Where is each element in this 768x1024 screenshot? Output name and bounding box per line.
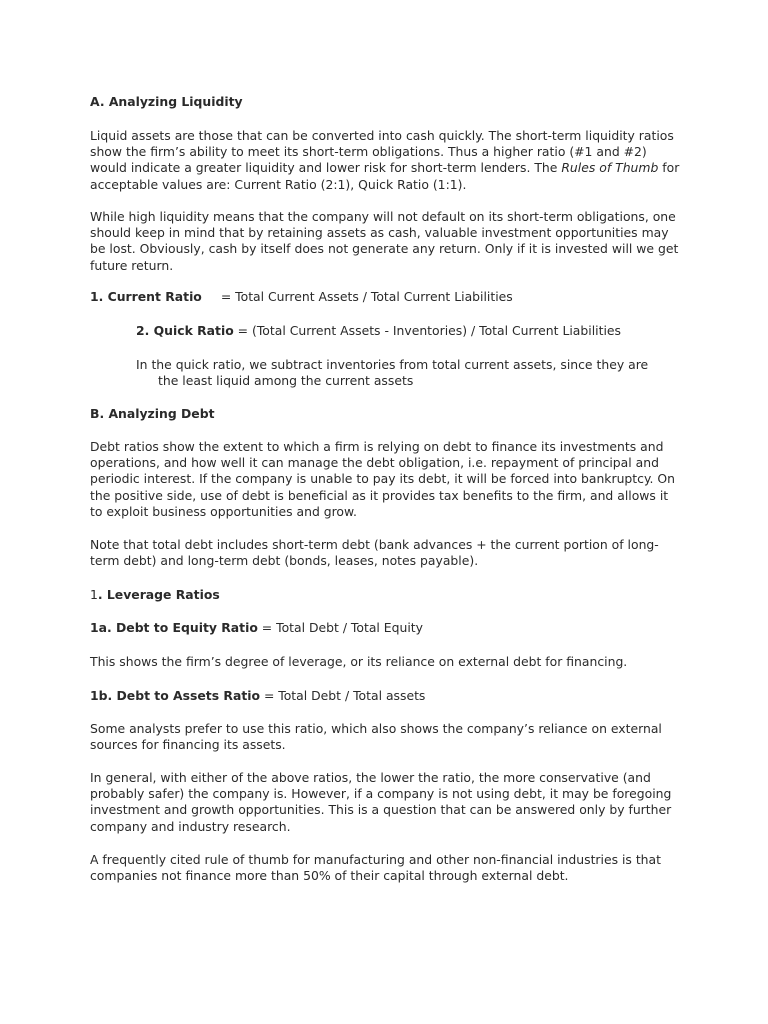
debt-to-assets-item xyxy=(90,688,680,704)
section-a-heading: A. Analyzing Liquidity xyxy=(90,94,243,109)
italic-text: Rules of Thumb xyxy=(561,160,659,176)
current-ratio-item xyxy=(90,289,680,305)
debt-to-assets-label: 1b. Debt to Assets Ratio xyxy=(90,688,260,703)
section-b-paragraph-5: A frequently cited rule of thumb for manufacturing and other non-financial industries is that companies not finance more than 50% of their capital through external debt. xyxy=(90,852,661,884)
text-run: Liquid assets are those that can be converted into cash quickly. The short-term liquidity ratios show the firm’s ability to meet its short-term obligations. Thus a higher ratio (#1 and #2) would indicate a greater liquidity and lower risk for short-term lenders. The xyxy=(90,128,674,176)
debt-to-assets-formula: = Total Debt / Total assets xyxy=(260,688,426,703)
debt-to-equity-formula: = Total Debt / Total Equity xyxy=(257,620,423,635)
quick-ratio-formula: = (Total Current Assets - Inventories) / Total Current Liabilities xyxy=(233,323,621,338)
debt-to-equity-item xyxy=(90,620,680,636)
leverage-number: 1 xyxy=(90,587,98,602)
text-run: for acceptable values are: Current Ratio (2:1), Quick Ratio (1:1). xyxy=(90,160,680,192)
section-b-paragraph-4: In general, with either of the above ratios, the lower the ratio, the more conservative (and probably safer) the company is. However, if a company is not using debt, it may be foregoing investment and growth opportunities. This is a question that can be answered only by further company and industry research. xyxy=(90,770,672,834)
debt-to-equity-description: This shows the firm’s degree of leverage, or its reliance on external debt for financing. xyxy=(90,654,628,669)
section-b-paragraph-3: Some analysts prefer to use this ratio, which also shows the company’s reliance on external sources for financing its assets. xyxy=(90,721,662,753)
debt-to-equity-label: 1a. Debt to Equity Ratio xyxy=(90,620,258,635)
leverage-title: . Leverage Ratios xyxy=(97,587,220,602)
quick-ratio-label: 2. Quick Ratio xyxy=(136,323,234,338)
current-ratio-formula: = Total Current Assets / Total Current Liabilities xyxy=(220,289,513,304)
quick-ratio-note-line-1: In the quick ratio, we subtract inventories from total current assets, since they are xyxy=(136,357,649,372)
quick-ratio-item xyxy=(136,323,696,339)
quick-ratio-note xyxy=(136,357,696,389)
section-b-heading: B. Analyzing Debt xyxy=(90,406,215,421)
section-b-paragraph-1: Debt ratios show the extent to which a firm is relying on debt to finance its investments and operations, and how well it can manage the debt obligation, i.e. repayment of principal and periodic interest. If the company is unable to pay its debt, it will be forced into bankruptcy. On the positive side, use of debt is beneficial as it provides tax benefits to the firm, and allows it to exploit business opportunities and grow. xyxy=(90,439,676,519)
section-b-paragraph-2: Note that total debt includes short-term debt (bank advances + the current portion of long-term debt) and long-term debt (bonds, leases, notes payable). xyxy=(90,537,659,569)
section-a-paragraph-1 xyxy=(90,128,680,193)
current-ratio-label: 1. Current Ratio xyxy=(90,289,202,304)
leverage-ratios-heading xyxy=(90,587,680,603)
quick-ratio-note-line-2: the least liquid among the current assets xyxy=(158,373,414,389)
section-a-paragraph-2: While high liquidity means that the company will not default on its short-term obligations, one should keep in mind that by retaining assets as cash, valuable investment opportunities may be lost. Obviously, cash by itself does not generate any return. Only if it is invested will we get future return. xyxy=(90,209,679,273)
